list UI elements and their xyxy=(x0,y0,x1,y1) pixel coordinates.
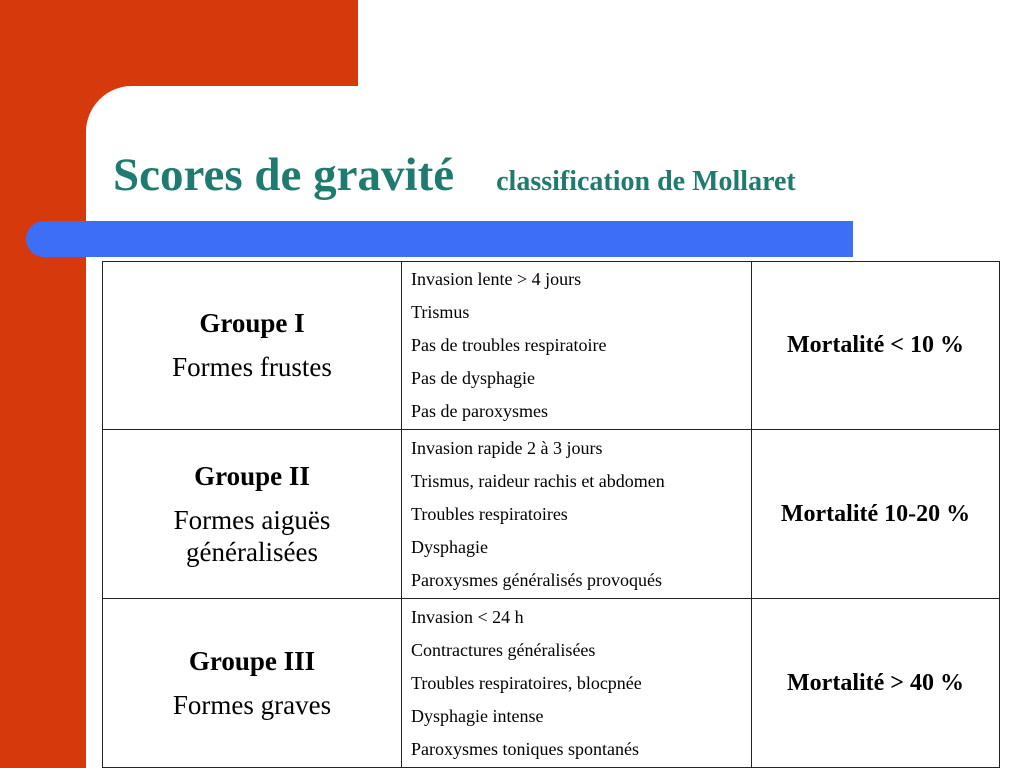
table-row xyxy=(103,262,1000,430)
symptom-item: Invasion < 24 h xyxy=(411,606,524,627)
symptom-item: Dysphagie intense xyxy=(411,705,544,726)
mortality-cell: Mortalité > 40 % xyxy=(752,599,1000,768)
table-row xyxy=(103,599,1000,768)
group-name: Groupe I xyxy=(199,308,305,338)
symptom-item: Troubles respiratoires xyxy=(411,503,568,524)
group-description: Formes aiguës généralisées xyxy=(173,504,331,567)
symptom-item: Trismus, raideur rachis et abdomen xyxy=(411,470,665,491)
group-description: Formes graves xyxy=(172,689,332,720)
mortality-cell: Mortalité < 10 % xyxy=(752,262,1000,430)
group-name: Groupe II xyxy=(194,460,310,491)
symptom-item: Pas de troubles respiratoire xyxy=(411,335,607,355)
white-top-area xyxy=(358,0,1024,86)
symptom-item: Invasion rapide 2 à 3 jours xyxy=(411,437,603,458)
table-row xyxy=(103,430,1000,599)
group-cell xyxy=(103,262,402,430)
symptoms-cell xyxy=(402,430,752,599)
symptom-item: Pas de paroxysmes xyxy=(411,401,548,421)
mortality-cell: Mortalité 10-20 % xyxy=(752,430,1000,599)
symptom-item: Contractures généralisées xyxy=(411,639,596,660)
mollaret-classification-table xyxy=(102,261,1000,768)
title-subtitle: classification de Mollaret xyxy=(496,166,796,197)
symptoms-cell xyxy=(402,599,752,768)
symptom-item: Dysphagie xyxy=(411,536,488,557)
symptom-item: Paroxysmes généralisés provoqués xyxy=(411,569,662,590)
group-cell xyxy=(103,430,402,599)
symptom-item: Troubles respiratoires, blocpnée xyxy=(411,672,642,693)
symptoms-cell xyxy=(402,262,752,430)
symptom-item: Pas de dysphagie xyxy=(411,368,535,388)
slide-title xyxy=(113,148,796,202)
symptom-item: Invasion lente > 4 jours xyxy=(411,269,582,289)
group-cell xyxy=(103,599,402,768)
title-main: Scores de gravité xyxy=(113,149,455,201)
group-description: Formes frustes xyxy=(172,352,332,382)
symptom-item: Trismus xyxy=(411,302,470,322)
group-name: Groupe III xyxy=(188,645,316,676)
symptom-item: Paroxysmes toniques spontanés xyxy=(411,738,639,759)
title-underline-bar xyxy=(26,221,853,257)
